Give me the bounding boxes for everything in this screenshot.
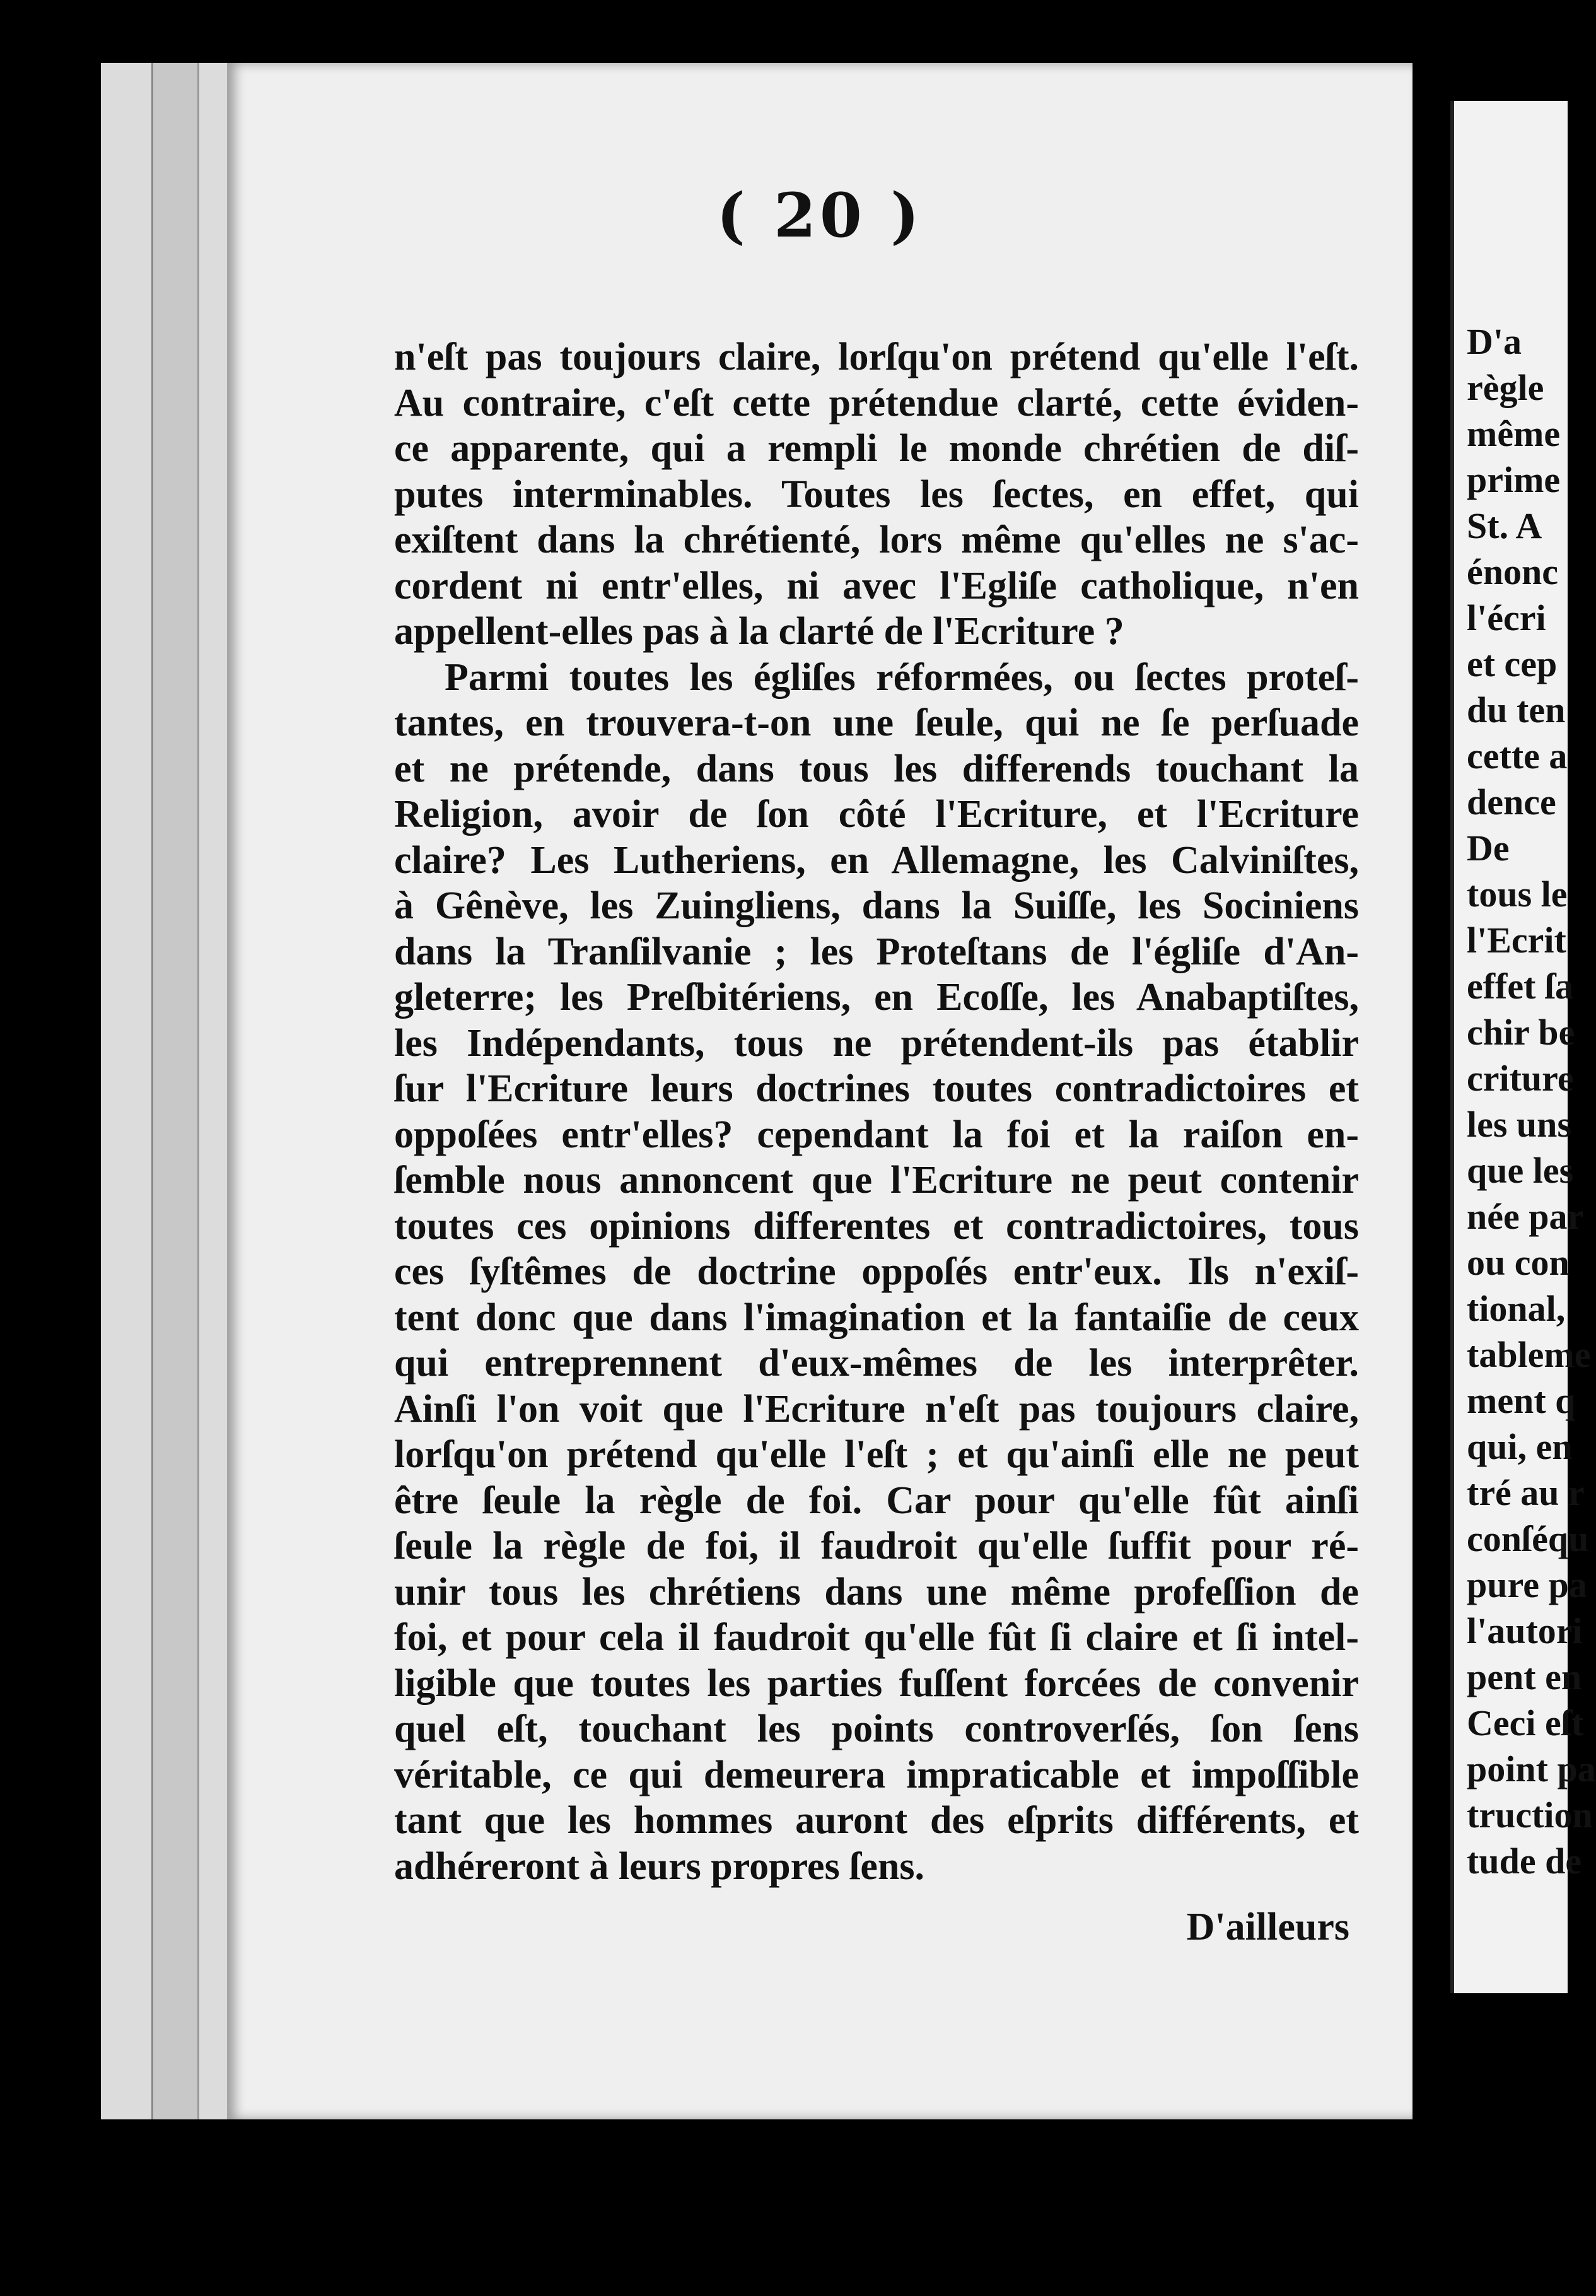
adjacent-line: tude de (1467, 1841, 1582, 1882)
text-line: appellent-elles pas à la clarté de l'Ecriture ? (394, 610, 1124, 653)
text-line: être ſeule la règle de foi. Car pour qu'elle fût ainſi (394, 1479, 1359, 1522)
adjacent-line: truction (1467, 1795, 1593, 1836)
adjacent-line: criture (1467, 1058, 1574, 1099)
adjacent-line: ment q (1467, 1380, 1576, 1421)
text-line: oppoſées entr'elles? cependant la foi et la raiſon en- (394, 1113, 1359, 1156)
text-line: dans la Tranſilvanie ; les Proteſtans de l'égliſe d'An- (394, 930, 1359, 973)
text-line: qui entreprennent d'eux-mêmes de les interprêter. (394, 1342, 1359, 1385)
adjacent-line: l'Ecrit (1467, 920, 1566, 961)
text-line: véritable, ce qui demeurera impraticable et impoſſible (394, 1753, 1359, 1796)
text-line: ſeule la règle de foi, il faudroit qu'elle ſuffit pour ré- (394, 1525, 1359, 1567)
text-line: tant que les hommes auront des eſprits différents, et (394, 1799, 1359, 1842)
adjacent-line: pure pa (1467, 1564, 1587, 1605)
text-line: ligible que toutes les parties fuſſent forcées de convenir (394, 1661, 1359, 1705)
text-line: ſur l'Ecriture leurs doctrines toutes contradictoires et (394, 1067, 1359, 1110)
text-line: quel eſt, touchant les points controverſés, ſon ſens (394, 1707, 1359, 1750)
text-line: tantes, en trouvera-t-on une ſeule, qui ne ſe perſuade (394, 701, 1359, 744)
adjacent-line: tous le (1467, 874, 1568, 915)
adjacent-line: et cep (1467, 643, 1558, 684)
text-line: Ainſi l'on voit que l'Ecriture n'eſt pas toujours claire, (394, 1387, 1359, 1431)
adjacent-line: tré au r (1467, 1472, 1585, 1513)
text-line: à Gênève, les Zuingliens, dans la Suiſſe, les Sociniens (394, 884, 1359, 927)
adjacent-line: prime (1467, 459, 1561, 500)
adjacent-line: énonc (1467, 551, 1558, 592)
adjacent-line: les uns (1467, 1104, 1572, 1145)
adjacent-line: tableme (1467, 1334, 1591, 1375)
text-line: unir tous les chrétiens dans une même profeſſion de (394, 1570, 1359, 1614)
adjacent-line: l'autori (1467, 1610, 1583, 1651)
adjacent-line: l'écri (1467, 597, 1546, 638)
text-line: claire? Les Lutheriens, en Allemagne, les Calviniſtes, (394, 838, 1359, 882)
adjacent-page (1450, 101, 1596, 1993)
adjacent-line: dence (1467, 782, 1556, 823)
text-line: ces ſyſtêmes de doctrine oppoſés entr'eux. Ils n'exiſ- (394, 1250, 1359, 1293)
text-line: et ne prétende, dans tous les differends touchant la (394, 747, 1359, 790)
adjacent-line: règle (1467, 367, 1544, 408)
text-line: foi, et pour cela il faudroit qu'elle fût ſi claire et ſi intel- (394, 1616, 1359, 1659)
book-page (227, 63, 1413, 2119)
adjacent-line: tional, (1467, 1288, 1566, 1329)
adjacent-line: De (1467, 828, 1510, 869)
adjacent-line: même (1467, 413, 1561, 454)
text-line: putes interminables. Toutes les ſectes, en effet, qui (394, 472, 1359, 516)
adjacent-line: cette a (1467, 735, 1568, 776)
adjacent-line: que les (1467, 1150, 1574, 1191)
catchword: D'ailleurs (1186, 1906, 1349, 1948)
text-line: toutes ces opinions differentes et contradictoires, tous (394, 1204, 1359, 1248)
adjacent-line: née par (1467, 1196, 1584, 1237)
adjacent-line: point pa (1467, 1748, 1596, 1789)
adjacent-line: St. A (1467, 505, 1542, 546)
book-spine-edge (151, 63, 199, 2119)
text-line: les Indépendants, tous ne prétendent-ils pas établir (394, 1021, 1359, 1065)
paragraph-1 (394, 334, 1359, 655)
text-line: ſemble nous annoncent que l'Ecriture ne peut contenir (394, 1159, 1359, 1202)
adjacent-line: D'a (1467, 321, 1522, 362)
text-line: lorſqu'on prétend qu'elle l'eſt ; et qu'ainſi elle ne peut (394, 1433, 1359, 1476)
adjacent-line: conſéqu (1467, 1518, 1589, 1559)
body-text (394, 334, 1359, 1889)
paragraph-2 (394, 655, 1359, 1890)
adjacent-line: ou con (1467, 1242, 1570, 1283)
adjacent-line: qui, en (1467, 1426, 1573, 1467)
page-number: ( 20 ) (716, 180, 923, 251)
text-line: exiſtent dans la chrétienté, lors même qu'elles ne s'ac- (394, 518, 1359, 561)
adjacent-line: du ten (1467, 689, 1566, 730)
adjacent-page-text (1467, 319, 1596, 1884)
text-line: n'eſt pas toujours claire, lorſqu'on prétend qu'elle l'eſt. (394, 336, 1359, 378)
text-line: Parmi toutes les égliſes réformées, ou ſectes proteſ- (445, 655, 1359, 699)
text-line: Au contraire, c'eſt cette prétendue clarté, cette éviden- (394, 381, 1359, 425)
adjacent-line: effet ſa (1467, 966, 1574, 1007)
text-line: Religion, avoir de ſon côté l'Ecriture, et l'Ecriture (394, 793, 1359, 836)
text-line: gleterre; les Preſbitériens, en Ecoſſe, les Anabaptiſtes, (394, 976, 1359, 1019)
text-line: tent donc que dans l'imagination et la fantaiſie de ceux (394, 1296, 1359, 1339)
adjacent-line: chir be (1467, 1012, 1575, 1053)
adjacent-line: pent en (1467, 1656, 1582, 1697)
text-line: adhéreront à leurs propres ſens. (394, 1844, 925, 1888)
adjacent-line: Ceci eſt (1467, 1702, 1584, 1743)
text-line: ce apparente, qui a rempli le monde chrétien de diſ- (394, 427, 1359, 470)
text-line: cordent ni entr'elles, ni avec l'Egliſe catholique, n'en (394, 564, 1359, 607)
